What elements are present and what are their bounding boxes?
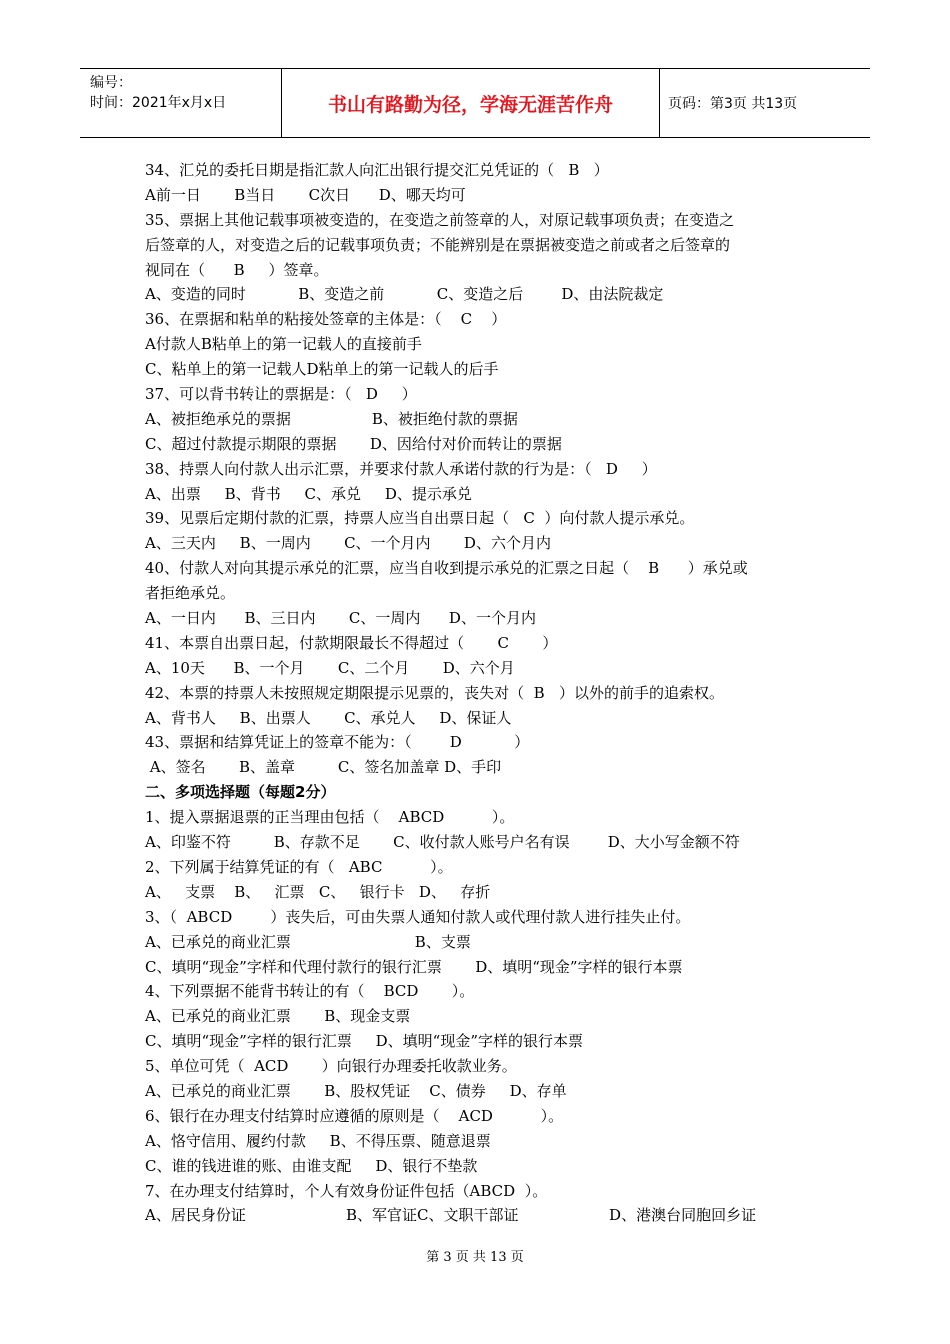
text-line: 34、汇兑的委托日期是指汇款人向汇出银行提交汇兑凭证的（ B ） [145,161,609,179]
text-line: C、超过付款提示期限的票据 D、因给付对价而转让的票据 [145,434,562,453]
text-line: A、签名 B、盖章 C、签名加盖章 D、手印 [145,758,502,777]
text-line: A、背书人 B、出票人 C、承兑人 D、保证人 [145,708,512,727]
text-line: A前一日 B当日 C次日 D、哪天均可 [145,185,466,204]
text-line: 3、（ ABCD ）丧失后，可由失票人通知付款人或代理付款人进行挂失止付。 [145,907,691,926]
question-content [145,158,825,1228]
text-line: A、已承兑的商业汇票 B、现金支票 [145,1007,411,1026]
text-line: 5、单位可凭（ ACD ）向银行办理委托收款业务。 [145,1057,517,1076]
text-line: C、谁的钱进谁的账、由谁支配 D、银行不垫款 [145,1156,478,1175]
text-line: A、印鉴不符 B、存款不足 C、收付款人账号户名有误 D、大小写金额不符 [145,833,740,852]
document-time-label: 时间：2021年x月x日 [90,95,227,111]
text-line: 者拒绝承兑。 [145,584,236,603]
text-line: 4、下列票据不能背书转让的有（ BCD ）。 [145,982,475,1001]
text-line: A、出票 B、背书 C、承兑 D、提示承兑 [145,484,472,503]
text-line: 40、付款人对向其提示承兑的汇票，应当自收到提示承兑的汇票之日起（ B ）承兑或 [145,559,748,578]
text-line: A、10天 B、一个月 C、二个月 D、六个月 [145,658,515,677]
text-line: A、 支票 B、 汇票 C、 银行卡 D、 存折 [145,882,491,901]
text-line: 视同在（ B ）签章。 [145,260,329,279]
section-heading: 二、多项选择题（每题2分） [145,783,336,802]
text-line: A、被拒绝承兑的票据 B、被拒绝付款的票据 [145,409,518,428]
text-line: A付款人B粘单上的第一记载人的直接前手 [145,335,422,354]
text-line: A、一日内 B、三日内 C、一周内 D、一个月内 [145,609,536,628]
text-line: A、变造的同时 B、变造之前 C、变造之后 D、由法院裁定 [145,285,664,304]
header-motto: 书山有路勤为径，学海无涯苦作舟 [282,69,660,137]
text-line: C、填明“现金”字样的银行汇票 D、填明“现金”字样的银行本票 [145,1032,584,1051]
text-line: 6、银行在办理支付结算时应遵循的原则是（ ACD ）。 [145,1106,564,1125]
text-line: 36、在票据和粘单的粘接处签章的主体是：（ C ） [145,310,507,329]
text-line: 39、见票后定期付款的汇票，持票人应当自出票日起（ C ）向付款人提示承兑。 [145,509,695,528]
text-line: C、粘单上的第一记载人D粘单上的第一记载人的后手 [145,360,499,379]
document-number-label: 编号： [90,75,132,91]
text-line: 41、本票自出票日起，付款期限最长不得超过（ C ） [145,633,558,652]
text-line: A、已承兑的商业汇票 B、股权凭证 C、债券 D、存单 [145,1081,567,1100]
text-line: A、已承兑的商业汇票 B、支票 [145,932,471,951]
text-line: 2、下列属于结算凭证的有（ ABC ）。 [145,857,453,876]
text-line: 后签章的人，对变造之后的记载事项负责；不能辨别是在票据被变造之前或者之后签章的 [145,235,731,254]
page-header [80,68,870,138]
text-line: C、填明“现金”字样和代理付款行的银行汇票 D、填明“现金”字样的银行本票 [145,957,683,976]
text-line: 37、可以背书转让的票据是：（ D ） [145,385,417,404]
header-meta [80,69,282,137]
text-line: 42、本票的持票人未按照规定期限提示见票的，丧失对（ B ）以外的前手的追索权。 [145,683,724,702]
header-page-info: 页码：第3页 共13页 [668,96,798,112]
text-line: A、恪守信用、履约付款 B、不得压票、随意退票 [145,1131,491,1150]
text-line: 35、票据上其他记载事项被变造的，在变造之前签章的人，对原记载事项负责；在变造之 [145,210,735,229]
text-line: 38、持票人向付款人出示汇票，并要求付款人承诺付款的行为是：（ D ） [145,459,657,478]
text-line: A、居民身份证 B、军官证C、文职干部证 D、港澳台同胞回乡证 [145,1206,757,1225]
page-footer: 第 3 页 共 13 页 [426,1250,524,1265]
text-line: 43、票据和结算凭证上的签章不能为：（ D ） [145,733,530,752]
text-line: 1、提入票据退票的正当理由包括（ ABCD ）。 [145,808,515,827]
text-line: 7、在办理支付结算时，个人有效身份证件包括（ABCD ）。 [145,1181,548,1200]
text-line: A、三天内 B、一周内 C、一个月内 D、六个月内 [145,534,551,553]
